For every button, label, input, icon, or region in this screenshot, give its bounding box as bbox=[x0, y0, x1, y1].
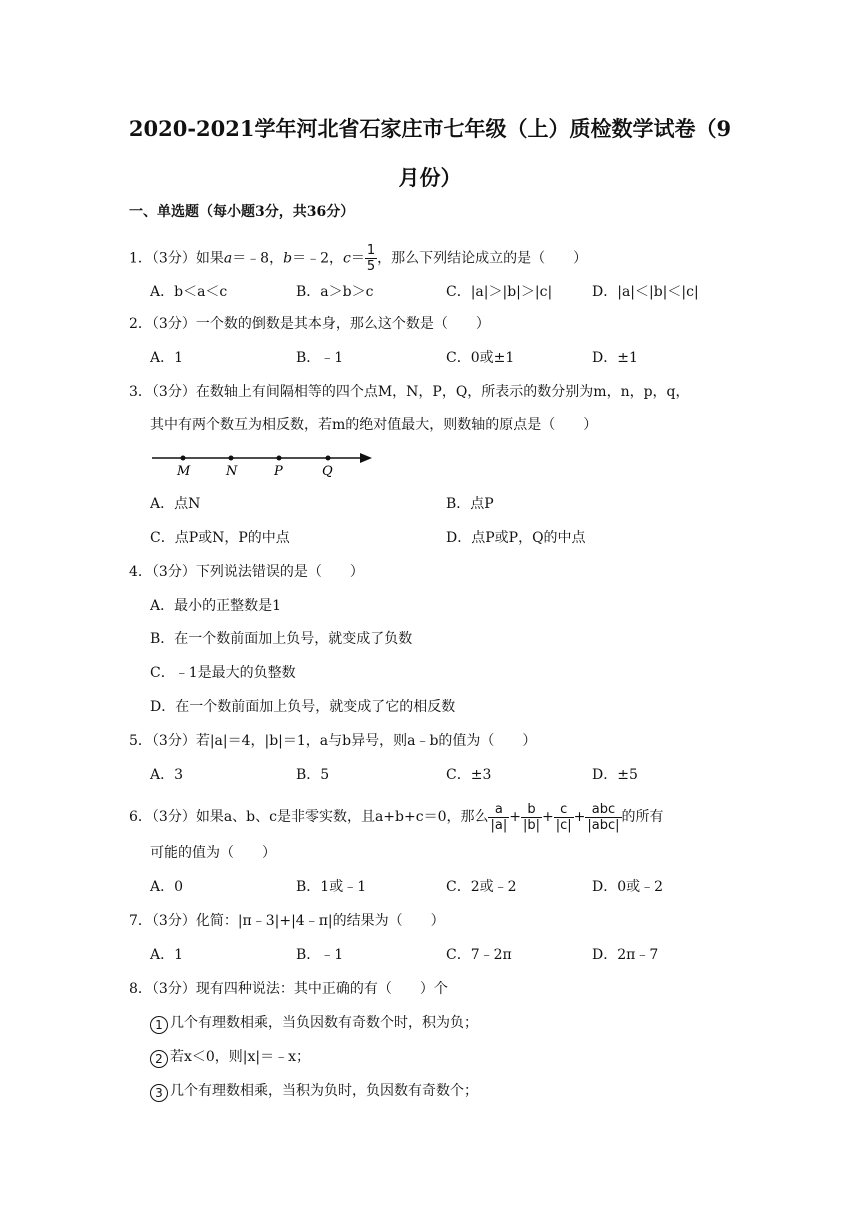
q5-option-b: B．5 bbox=[296, 767, 330, 783]
q3-option-a: A．点N bbox=[150, 496, 201, 512]
q6-frac-b-num: b bbox=[527, 801, 536, 817]
question-8-stem: 8．（3分）现有四种说法：其中正确的有（ ）个 bbox=[129, 981, 448, 997]
q1-frac-den: 5 bbox=[366, 259, 376, 274]
number-line-figure bbox=[150, 448, 376, 478]
q6-fraction-c bbox=[554, 802, 574, 833]
point-n bbox=[229, 456, 234, 461]
question-2-stem: 2．（3分）一个数的倒数是其本身，那么这个数是（ ） bbox=[129, 316, 490, 332]
q6-plus-2: + bbox=[541, 809, 554, 825]
paper-title-line1: 2020-2021学年河北省石家庄市七年级（上）质检数学试卷（9 bbox=[128, 116, 732, 141]
q8-mark-2: 2 bbox=[150, 1050, 168, 1068]
paper-title-line2: 月份） bbox=[398, 165, 462, 190]
q2-option-b: B．﹣1 bbox=[296, 350, 344, 366]
q2-option-c: C．0或±1 bbox=[446, 350, 515, 366]
label-m: M bbox=[177, 464, 191, 478]
question-3-line2: 其中有两个数互为相反数，若m的绝对值最大，则数轴的原点是（ ） bbox=[150, 417, 598, 433]
q1-c-var: c bbox=[343, 250, 351, 267]
q8-mark-3: 3 bbox=[150, 1084, 168, 1102]
q5-option-a: A．3 bbox=[150, 767, 184, 783]
question-1-stem bbox=[129, 243, 587, 274]
q8-statement-3 bbox=[150, 1081, 478, 1102]
q6-option-d: D．0或﹣2 bbox=[592, 879, 664, 895]
q1-fraction bbox=[365, 243, 377, 274]
question-7-stem: 7．（3分）化简：|π﹣3|+|4﹣π|的结果为（ ） bbox=[129, 913, 445, 929]
q6-fraction-abc bbox=[585, 802, 621, 833]
q4-option-a: A．最小的正整数是1 bbox=[150, 598, 282, 614]
q1-option-b: B．a＞b＞c bbox=[296, 284, 374, 300]
q8-text-1: 几个有理数相乘，当负因数有奇数个时，积为负； bbox=[170, 1015, 478, 1031]
q8-text-3: 几个有理数相乘，当积为负时，负因数有奇数个； bbox=[170, 1083, 478, 1099]
q6-option-c: C．2或﹣2 bbox=[446, 879, 517, 895]
question-6-line2: 可能的值为（ ） bbox=[150, 845, 276, 861]
q3-option-b: B．点P bbox=[446, 496, 494, 512]
q1-option-a: A．b＜a＜c bbox=[150, 284, 228, 300]
q8-text-2: 若x＜0，则|x|＝﹣x； bbox=[170, 1049, 311, 1065]
q6-frac-a-den: |a| bbox=[490, 817, 508, 833]
question-4-stem: 4．（3分）下列说法错误的是（ ） bbox=[129, 564, 364, 580]
q1-b-var: b bbox=[283, 250, 293, 267]
q1-b-eq: ＝﹣2， bbox=[292, 250, 343, 267]
q6-plus-1: + bbox=[509, 809, 521, 825]
number-line-arrow-icon bbox=[360, 453, 372, 463]
q6-plus-3: + bbox=[573, 809, 586, 825]
q2-option-d: D．±1 bbox=[592, 350, 638, 366]
q6-frac-abc-den: |abc| bbox=[587, 817, 620, 833]
q6-frac-c-den: |c| bbox=[555, 817, 572, 833]
question-6-stem bbox=[129, 799, 664, 835]
q6-frac-b-den: |b| bbox=[522, 817, 540, 833]
q1-a-var: a bbox=[223, 250, 233, 267]
label-n: N bbox=[226, 464, 238, 478]
point-m bbox=[181, 456, 186, 461]
q6-prefix: 6．（3分）如果a、b、c是非零实数，且a+b+c＝0，那么 bbox=[129, 809, 489, 825]
q8-statement-1 bbox=[150, 1013, 478, 1034]
q7-option-c: C．7﹣2π bbox=[446, 947, 512, 963]
q6-suffix: 的所有 bbox=[621, 809, 664, 825]
q4-option-c: C．﹣1是最大的负整数 bbox=[150, 665, 296, 681]
q7-option-b: B．﹣1 bbox=[296, 947, 344, 963]
q1-suffix: ，那么下列结论成立的是（ ） bbox=[377, 250, 588, 267]
q6-option-b: B．1或﹣1 bbox=[296, 879, 367, 895]
q3-option-d: D．点P或P，Q的中点 bbox=[446, 530, 586, 546]
q3-option-c: C．点P或N，P的中点 bbox=[150, 530, 290, 546]
q1-option-d: D．|a|＜|b|＜|c| bbox=[592, 284, 699, 300]
q6-fraction-b bbox=[521, 802, 542, 833]
q7-option-a: A．1 bbox=[150, 947, 184, 963]
q7-option-d: D．2π﹣7 bbox=[592, 947, 659, 963]
q2-option-a: A．1 bbox=[150, 350, 184, 366]
q1-c-eq: ＝ bbox=[350, 250, 365, 267]
label-p: P bbox=[274, 464, 283, 478]
q4-option-d: D．在一个数前面加上负号，就变成了它的相反数 bbox=[150, 699, 456, 715]
q6-frac-abc-num: abc bbox=[591, 801, 616, 817]
q1-frac-num: 1 bbox=[366, 243, 376, 258]
point-q bbox=[326, 456, 331, 461]
q5-option-c: C．±3 bbox=[446, 767, 492, 783]
q8-mark-1: 1 bbox=[150, 1016, 168, 1034]
q5-option-d: D．±5 bbox=[592, 767, 638, 783]
q1-prefix: 1．（3分）如果 bbox=[129, 250, 224, 267]
q6-frac-a-num: a bbox=[494, 801, 503, 817]
q6-option-a: A．0 bbox=[150, 879, 184, 895]
label-q: Q bbox=[322, 464, 333, 478]
q4-option-b: B．在一个数前面加上负号，就变成了负数 bbox=[150, 631, 413, 647]
q6-frac-c-num: c bbox=[560, 801, 568, 817]
section-heading: 一、单选题（每小题3分，共36分） bbox=[129, 204, 355, 220]
question-5-stem: 5．（3分）若|a|＝4，|b|＝1，a与b异号，则a﹣b的值为（ ） bbox=[129, 733, 537, 749]
q6-fraction-a bbox=[488, 802, 509, 833]
question-3-line1: 3．（3分）在数轴上有间隔相等的四个点M，N，P，Q，所表示的数分别为m，n，p，q， bbox=[129, 384, 690, 400]
q1-option-c: C．|a|＞|b|＞|c| bbox=[446, 284, 553, 300]
q8-statement-2 bbox=[150, 1047, 310, 1068]
point-p bbox=[277, 456, 282, 461]
q1-a-eq: ＝﹣8， bbox=[232, 250, 284, 267]
